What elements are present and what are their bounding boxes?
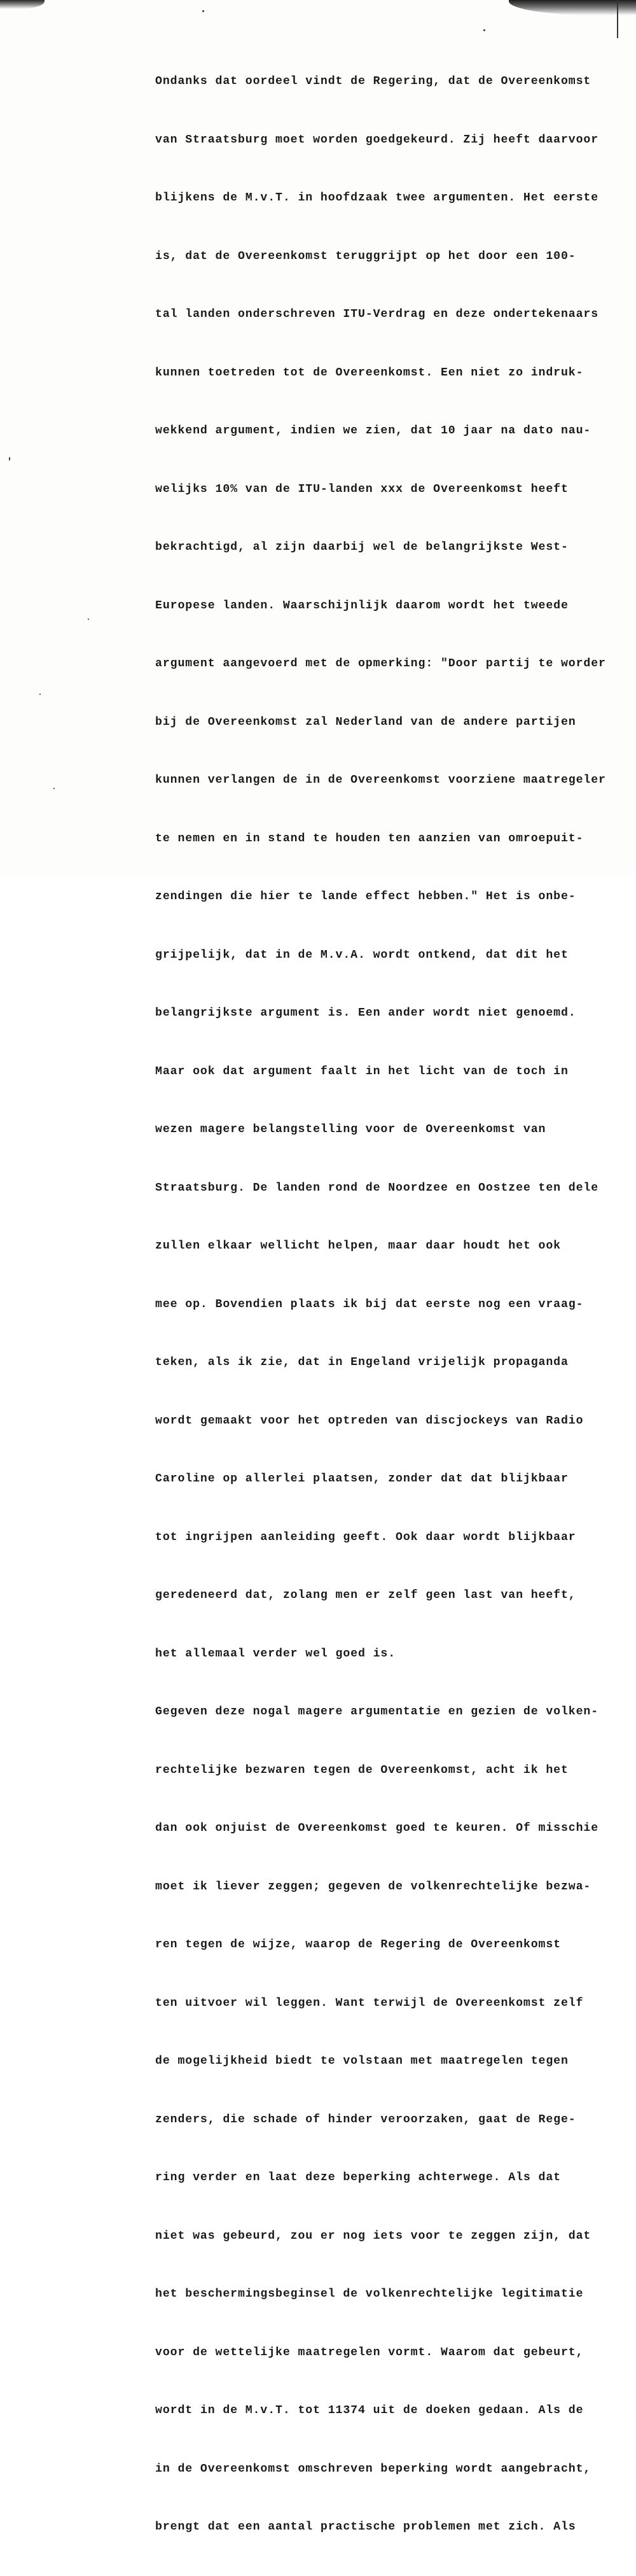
scan-speck [483,29,485,31]
text-line: ren tegen de wijze, waarop de Regering de Overeenkomst [155,1938,561,1951]
text-line: niet was gebeurd, zou er nog iets voor te zeggen zijn, dat [155,2229,591,2243]
text-line: belangrijkste argument is. Een ander wordt niet genoemd. [155,1007,576,1019]
scan-edge-line [617,0,618,38]
text-line: brengt dat een aantal practische problemen met zich. Als [155,2521,576,2533]
scan-speck [39,694,41,695]
text-line: mee op. Bovendien plaats ik bij dat eerste nog een vraag- [155,1298,584,1311]
text-line: argument aangevoerd met de opmerking: "Door partij te worder [155,657,606,670]
text-line: welijks 10% van de ITU-landen xxx de Overeenkomst heeft [155,482,569,496]
text-line: tot ingrijpen aanleiding geeft. Ook daar wordt blijkbaar [155,1530,576,1544]
text-line: Europese landen. Waarschijnlijk daarom wordt het tweede [155,599,569,612]
text-line: wekkend argument, indien we zien, dat 10 jaar na dato nau- [155,424,591,437]
text-line: het beschermingsbeginsel de volkenrechtelijke legitimatie [155,2288,584,2300]
text-line: voor de wettelijke maatregelen vormt. Waarom dat gebeurt, [155,2346,584,2359]
text-line: wezen magere belangstelling voor de Overeenkomst van [155,1123,546,1136]
text-line: rechtelijke bezwaren tegen de Overeenkomst, acht ik het [155,1763,569,1777]
scan-speck [88,619,89,620]
text-line: is, dat de Overeenkomst teruggrijpt op het door een 100- [155,249,576,263]
typewritten-body [155,33,626,2576]
text-line: moet ik liever zeggen; gegeven de volkenrechtelijke bezwa- [155,1880,591,1893]
text-line: de mogelijkheid biedt te volstaan met maatregelen tegen [155,2055,569,2068]
scan-shadow-top-left [0,0,45,9]
text-line: zullen elkaar wellicht helpen, maar daar houdt het ook [155,1240,561,1252]
text-line: teken, als ik zie, dat in Engeland vrijelijk propaganda [155,1356,569,1369]
text-line: bij de Overeenkomst zal Nederland van de andere partijen [155,715,576,729]
text-line: te nemen en in stand te houden ten aanzien van omroepuit- [155,832,584,845]
text-line: blijkens de M.v.T. in hoofdzaak twee argumenten. Het eerste [155,192,599,204]
text-line: Maar ook dat argument faalt in het licht van de toch in [155,1065,569,1078]
text-line: dan ook onjuist de Overeenkomst goed te keuren. Of misschie [155,1822,599,1835]
text-line: wordt in de M.v.T. tot 11374 uit de doeken gedaan. Als de [155,2404,584,2417]
text-line: het allemaal verder wel goed is. [155,1647,396,1660]
text-line: wordt gemaakt voor het optreden van discjockeys van Radio [155,1414,584,1427]
text-line: Ondanks dat oordeel vindt de Regering, dat de Overeenkomst [155,75,591,88]
text-line: geredeneerd dat, zolang men er zelf geen last van heeft, [155,1589,576,1602]
text-line: in de Overeenkomst omschreven beperking wordt aangebracht, [155,2462,591,2475]
scan-speck [202,10,204,12]
text-line: kunnen toetreden tot de Overeenkomst. Een niet zo indruk- [155,366,584,379]
text-line: kunnen verlangen de in de Overeenkomst voorziene maatregeler [155,774,606,787]
text-line: van Straatsburg moet worden goedgekeurd. Zij heeft daarvoor [155,133,599,146]
text-line: grijpelijk, dat in de M.v.A. wordt ontkend, dat dit het [155,948,569,962]
text-line: Straatsburg. De landen rond de Noordzee en Oostzee ten dele [155,1181,599,1194]
text-line: zenders, die schade of hinder veroorzaken, gaat de Rege- [155,2113,576,2126]
text-line: tal landen onderschreven ITU-Verdrag en deze ondertekenaars [155,308,599,321]
text-line: ring verder en laat deze beperking achterwege. Als dat [155,2171,561,2184]
text-line: Caroline op allerlei plaatsen, zonder dat dat blijkbaar [155,1473,569,1485]
text-line: bekrachtigd, al zijn daarbij wel de belangrijkste West- [155,541,569,554]
text-line: zendingen die hier te lande effect hebben." Het is onbe- [155,890,576,903]
text-line: ten uitvoer wil leggen. Want terwijl de Overeenkomst zelf [155,1996,584,2010]
scan-speck [9,457,10,461]
text-line: Gegeven deze nogal magere argumentatie en gezien de volken- [155,1705,599,1718]
scan-speck [53,788,55,789]
